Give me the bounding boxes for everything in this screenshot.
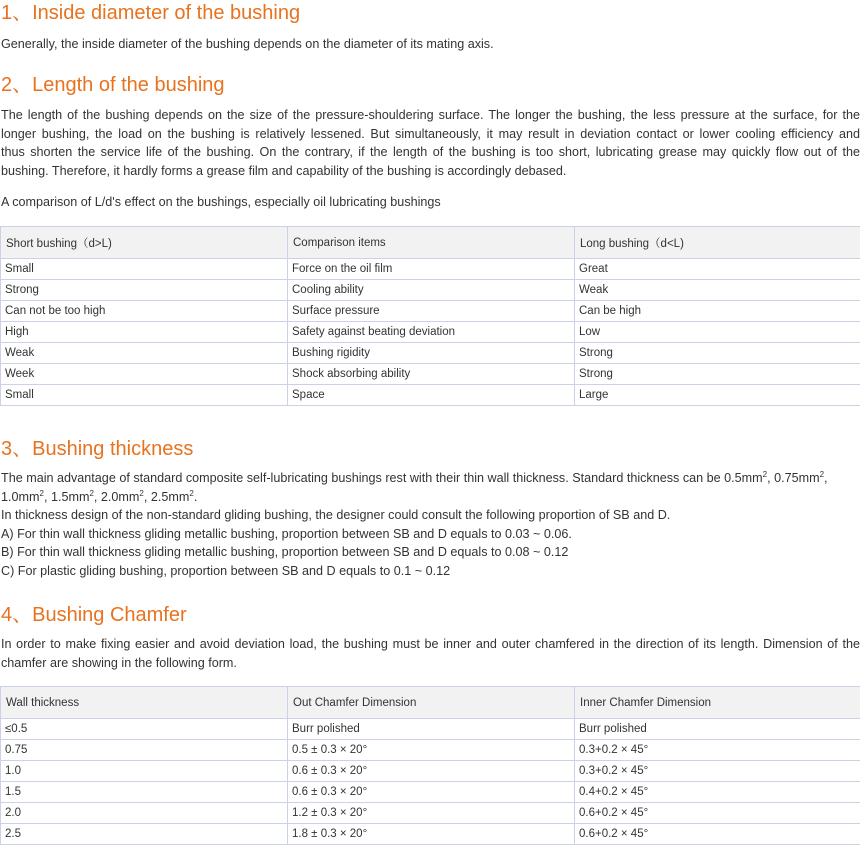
- table-cell: Can be high: [575, 301, 860, 322]
- table-cell: 0.6 ± 0.3 × 20°: [288, 761, 575, 782]
- table-cell: 2.0: [1, 803, 288, 824]
- table-cell: 1.0: [1, 761, 288, 782]
- table-cell: 0.4+0.2 × 45°: [575, 782, 860, 803]
- section-1-heading: 1、Inside diameter of the bushing: [1, 2, 301, 24]
- table-caption-text: A comparison of L/d's effect on the bushings, especially oil lubricating bushings: [1, 195, 441, 209]
- table-row: [1, 364, 860, 385]
- section-3-text-part: , 0.75mm: [767, 471, 820, 485]
- table-cell: 0.6 ± 0.3 × 20°: [288, 782, 575, 803]
- table-cell: Weak: [575, 280, 860, 301]
- section-3-text-part: ,: [824, 471, 828, 485]
- table-row: [1, 761, 860, 782]
- table-cell: Burr polished: [288, 719, 575, 740]
- table-header-row: [1, 687, 860, 719]
- table-cell: Strong: [1, 280, 288, 301]
- section-3-text-part: .: [193, 489, 198, 504]
- table-cell: 0.75: [1, 740, 288, 761]
- table-cell: Shock absorbing ability: [288, 364, 575, 385]
- section-3-line: [1, 488, 860, 507]
- table-row: [1, 740, 860, 761]
- table-cell: Week: [1, 364, 288, 385]
- table-cell: Bushing rigidity: [288, 343, 575, 364]
- table-cell: Surface pressure: [288, 301, 575, 322]
- header-cell-wall-thickness: Wall thickness: [1, 687, 288, 719]
- table-row: [1, 385, 860, 406]
- table-cell: Large: [575, 385, 860, 406]
- table-cell: Space: [288, 385, 575, 406]
- table-cell: 0.6+0.2 × 45°: [575, 803, 860, 824]
- table-cell: 0.6+0.2 × 45°: [575, 824, 860, 845]
- section-4-paragraph: [1, 635, 860, 672]
- header-cell-long-bushing: Long bushing（d<L): [575, 227, 860, 259]
- section-2-paragraph: [1, 106, 860, 180]
- section-3-line: C) For plastic gliding bushing, proportion between SB and D equals to 0.1 ~ 0.12: [1, 563, 451, 578]
- table-row: [1, 280, 860, 301]
- section-3-text-part: , 1.5mm: [43, 489, 90, 504]
- table-cell: 1.2 ± 0.3 × 20°: [288, 803, 575, 824]
- table-cell: 1.8 ± 0.3 × 20°: [288, 824, 575, 845]
- superscript: 2: [139, 488, 144, 498]
- superscript: 2: [819, 469, 825, 479]
- header-cell-inner-chamfer: Inner Chamfer Dimension: [575, 687, 860, 719]
- section-3-text-part: , 2.0mm: [93, 489, 140, 504]
- section-3-line: B) For thin wall thickness gliding metallic bushing, proportion between SB and D equals to 0.08 ~ 0.12: [1, 545, 569, 559]
- section-1-text: [1, 35, 860, 54]
- table-row: [1, 803, 860, 824]
- section-2-line: thus shorten the service life of the bushing. On the contrary, if the length of the bushing is too short, lubricating grease may quickly flow out of the: [1, 145, 860, 159]
- table-cell: 0.5 ± 0.3 × 20°: [288, 740, 575, 761]
- table-cell: Safety against beating deviation: [288, 322, 575, 343]
- ld-comparison-table: [0, 226, 860, 406]
- table-row: [1, 322, 860, 343]
- chamfer-dimension-table: [0, 686, 860, 845]
- header-cell-out-chamfer: Out Chamfer Dimension: [288, 687, 575, 719]
- table-cell: 0.3+0.2 × 45°: [575, 761, 860, 782]
- table-cell: Cooling ability: [288, 280, 575, 301]
- table-row: [1, 343, 860, 364]
- table-cell: Strong: [575, 343, 860, 364]
- superscript: 2: [189, 488, 194, 498]
- section-2-line: The length of the bushing depends on the size of the pressure-shouldering surface. The longer the bushing, the less pressure at the surface, for the: [1, 108, 860, 122]
- section-1-line: Generally, the inside diameter of the bushing depends on the diameter of its mating axis.: [1, 37, 494, 51]
- table-row: [1, 719, 860, 740]
- header-cell-comparison-items: Comparison items: [288, 227, 575, 259]
- section-4-heading: 4、Bushing Chamfer: [1, 604, 187, 626]
- table-header-row: [1, 227, 860, 259]
- table-cell: High: [1, 322, 288, 343]
- table-cell: Great: [575, 259, 860, 280]
- table-cell: Burr polished: [575, 719, 860, 740]
- section-4-line: In order to make fixing easier and avoid deviation load, the bushing must be inner and outer chamfered in the direction of its length. Dimension of the: [1, 637, 860, 651]
- superscript: 2: [89, 488, 94, 498]
- table-cell: Can not be too high: [1, 301, 288, 322]
- table-cell: Small: [1, 259, 288, 280]
- section-2-line: longer bushing, the load on the bushing is relatively lessened. But simultaneously, it may result in deviation contact or lower cooling efficiency and: [1, 126, 860, 141]
- table-cell: Strong: [575, 364, 860, 385]
- header-cell-short-bushing: Short bushing（d>L): [1, 227, 288, 259]
- section-4-line: chamfer are showing in the following form.: [1, 655, 237, 670]
- section-2-heading: 2、Length of the bushing: [1, 74, 225, 96]
- section-3-line: A) For thin wall thickness gliding metallic bushing, proportion between SB and D equals to 0.03 ~ 0.06.: [1, 526, 572, 541]
- superscript: 2: [39, 488, 44, 498]
- section-3-text-part: 1.0mm: [1, 489, 40, 504]
- table-cell: Low: [575, 322, 860, 343]
- table-cell: 2.5: [1, 824, 288, 845]
- section-3-paragraph: [1, 469, 860, 580]
- superscript: 2: [762, 469, 768, 479]
- table-row: [1, 301, 860, 322]
- table-row: [1, 259, 860, 280]
- table-row: [1, 782, 860, 803]
- table-cell: 1.5: [1, 782, 288, 803]
- table-cell: Force on the oil film: [288, 259, 575, 280]
- section-3-text-part: , 2.5mm: [143, 489, 190, 504]
- section-2-line: bushing. Therefore, it hardly forms a grease film and capability of the bushing is accordingly debased.: [1, 163, 567, 178]
- table-cell: 0.3+0.2 × 45°: [575, 740, 860, 761]
- table-cell: Weak: [1, 343, 288, 364]
- section-3-text-part: The main advantage of standard composite self-lubricating bushings rest with their thin wall thickness. Standard thickness can be 0.5mm: [1, 471, 763, 485]
- table-cell: Small: [1, 385, 288, 406]
- table-caption: [1, 193, 860, 212]
- section-3-line: In thickness design of the non-standard gliding bushing, the designer could consult the following proportion of SB and D.: [1, 508, 671, 522]
- section-3-line: [1, 469, 860, 488]
- section-3-heading: 3、Bushing thickness: [1, 438, 194, 460]
- table-cell: ≤0.5: [1, 719, 288, 740]
- table-row: [1, 824, 860, 845]
